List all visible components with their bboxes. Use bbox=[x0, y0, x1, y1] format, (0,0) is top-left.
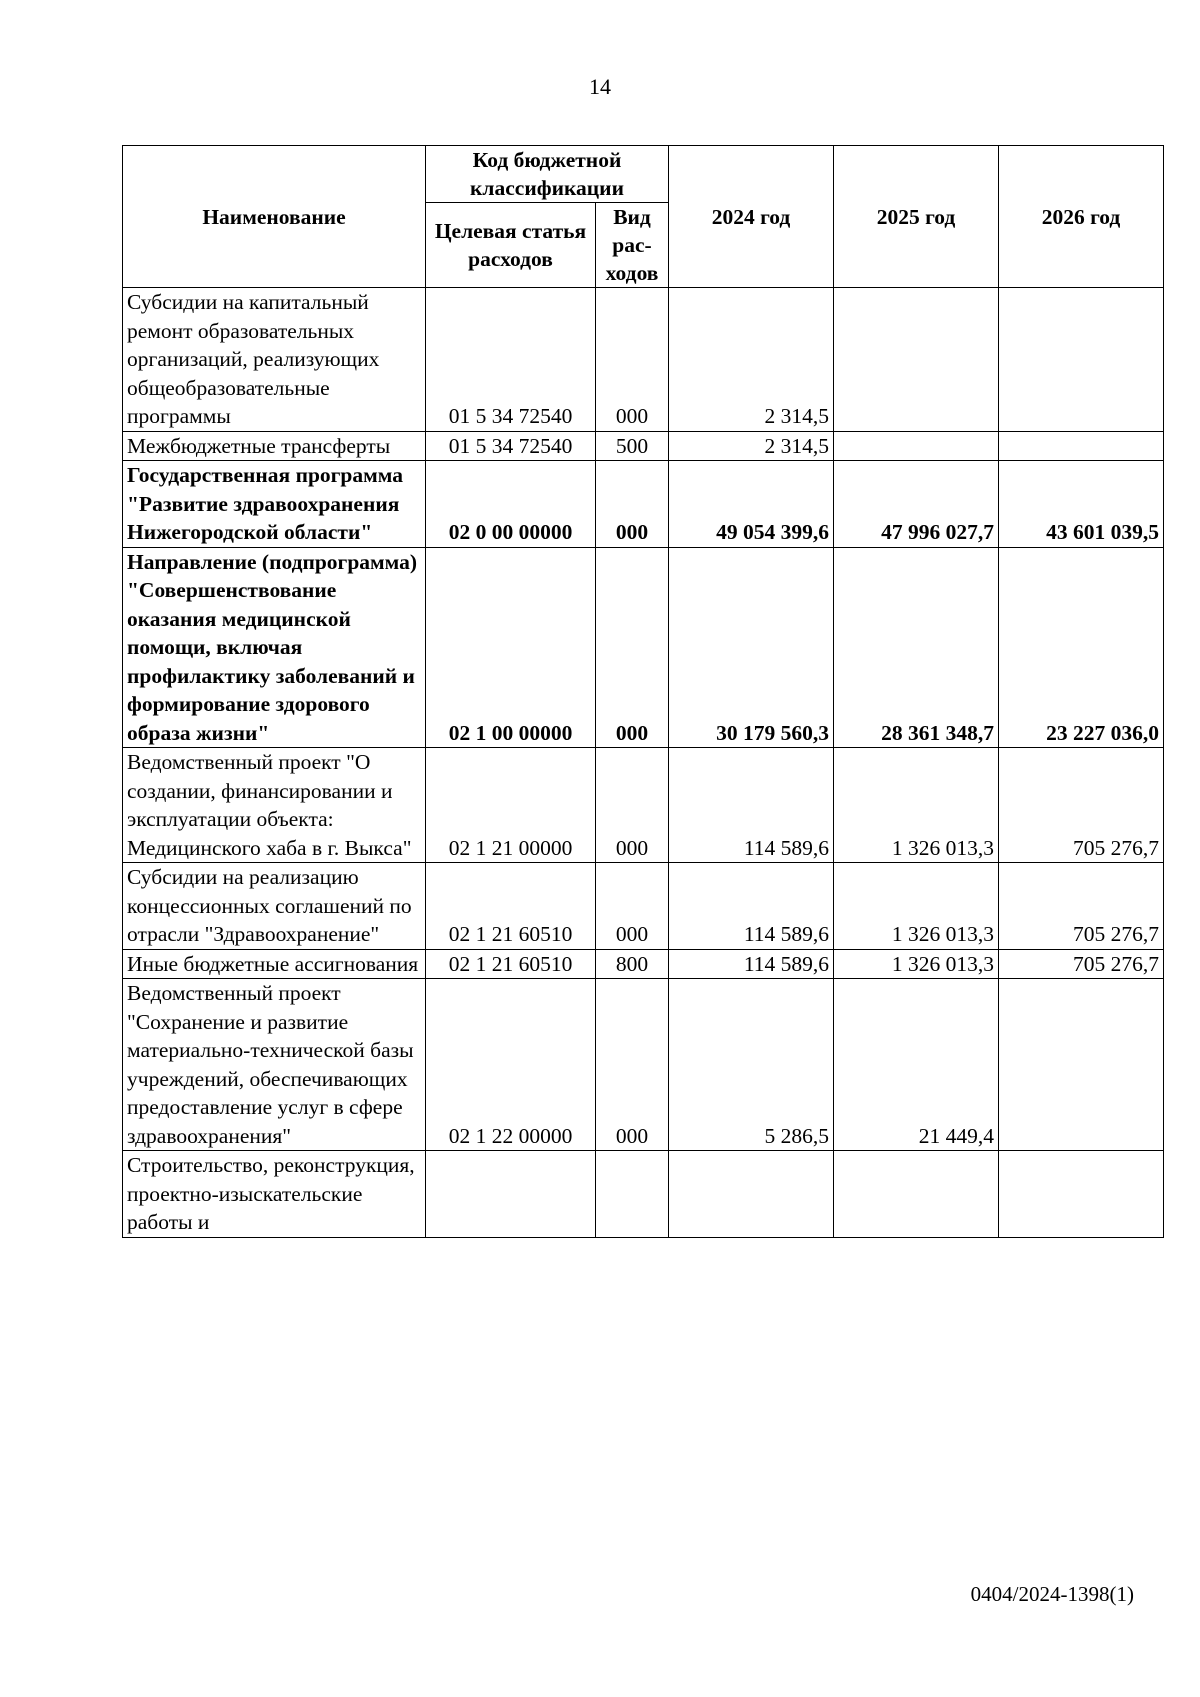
header-expense-type: Вид рас-ходов bbox=[596, 203, 669, 288]
row-year-2024-cell: 5 286,5 bbox=[669, 979, 834, 1151]
table-row bbox=[123, 949, 1164, 979]
row-name-cell: Государственная программа "Развитие здравоохранения Нижегородской области" bbox=[123, 461, 426, 548]
table-row bbox=[123, 863, 1164, 950]
row-target-article-cell: 01 5 34 72540 bbox=[426, 431, 596, 461]
row-expense-type-cell: 500 bbox=[596, 431, 669, 461]
row-year-2024-cell: 114 589,6 bbox=[669, 863, 834, 950]
row-target-article-cell: 02 1 21 60510 bbox=[426, 863, 596, 950]
row-year-2026-cell: 705 276,7 bbox=[999, 949, 1164, 979]
row-expense-type-cell: 000 bbox=[596, 748, 669, 863]
row-target-article-cell: 02 0 00 00000 bbox=[426, 461, 596, 548]
row-year-2025-cell: 1 326 013,3 bbox=[834, 748, 999, 863]
table-row bbox=[123, 431, 1164, 461]
table-row bbox=[123, 1151, 1164, 1238]
row-year-2025-cell: 1 326 013,3 bbox=[834, 949, 999, 979]
row-name-cell: Строительство, реконструкция, проектно-изыскательские работы и bbox=[123, 1151, 426, 1238]
row-expense-type-cell: 800 bbox=[596, 949, 669, 979]
row-year-2024-cell: 2 314,5 bbox=[669, 431, 834, 461]
row-name-cell: Ведомственный проект "О создании, финансировании и эксплуатации объекта: Медицинского хаба в г. Выкса" bbox=[123, 748, 426, 863]
document-number: 0404/2024-1398(1) bbox=[970, 1582, 1134, 1606]
row-expense-type-cell: 000 bbox=[596, 863, 669, 950]
row-year-2026-cell: 705 276,7 bbox=[999, 748, 1164, 863]
row-target-article-cell: 02 1 22 00000 bbox=[426, 979, 596, 1151]
table-row bbox=[123, 748, 1164, 863]
row-year-2025-cell bbox=[834, 1151, 999, 1238]
header-year-2024: 2024 год bbox=[669, 146, 834, 288]
row-year-2026-cell bbox=[999, 979, 1164, 1151]
row-expense-type-cell: 000 bbox=[596, 547, 669, 748]
row-name-cell: Субсидии на реализацию концессионных соглашений по отрасли "Здравоохранение" bbox=[123, 863, 426, 950]
header-target-article: Целевая статья расходов bbox=[426, 203, 596, 288]
row-year-2025-cell: 47 996 027,7 bbox=[834, 461, 999, 548]
table-row bbox=[123, 461, 1164, 548]
row-year-2026-cell bbox=[999, 1151, 1164, 1238]
row-year-2025-cell: 28 361 348,7 bbox=[834, 547, 999, 748]
row-name-cell: Иные бюджетные ассигнования bbox=[123, 949, 426, 979]
header-year-2026: 2026 год bbox=[999, 146, 1164, 288]
header-code-group: Код бюджетной классификации bbox=[426, 146, 669, 203]
table-row bbox=[123, 288, 1164, 432]
row-target-article-cell: 02 1 21 00000 bbox=[426, 748, 596, 863]
row-year-2025-cell: 1 326 013,3 bbox=[834, 863, 999, 950]
row-year-2024-cell: 30 179 560,3 bbox=[669, 547, 834, 748]
row-name-cell: Межбюджетные трансферты bbox=[123, 431, 426, 461]
row-year-2024-cell: 114 589,6 bbox=[669, 748, 834, 863]
row-name-cell: Направление (подпрограмма) "Совершенствование оказания медицинской помощи, включая профилактику заболеваний и формирование здорового образа жизни" bbox=[123, 547, 426, 748]
budget-table bbox=[122, 145, 1164, 1238]
row-year-2024-cell: 114 589,6 bbox=[669, 949, 834, 979]
row-year-2025-cell bbox=[834, 288, 999, 432]
row-year-2024-cell: 49 054 399,6 bbox=[669, 461, 834, 548]
row-year-2026-cell bbox=[999, 431, 1164, 461]
row-name-cell: Субсидии на капитальный ремонт образовательных организаций, реализующих общеобразовательные программы bbox=[123, 288, 426, 432]
row-target-article-cell: 02 1 21 60510 bbox=[426, 949, 596, 979]
row-year-2026-cell: 23 227 036,0 bbox=[999, 547, 1164, 748]
table-row bbox=[123, 979, 1164, 1151]
row-expense-type-cell bbox=[596, 1151, 669, 1238]
row-expense-type-cell: 000 bbox=[596, 979, 669, 1151]
row-target-article-cell bbox=[426, 1151, 596, 1238]
row-year-2026-cell: 43 601 039,5 bbox=[999, 461, 1164, 548]
page-number: 14 bbox=[589, 74, 611, 99]
table-row bbox=[123, 547, 1164, 748]
header-name: Наименование bbox=[123, 146, 426, 288]
table-body bbox=[123, 288, 1164, 1238]
row-expense-type-cell: 000 bbox=[596, 461, 669, 548]
row-name-cell: Ведомственный проект "Сохранение и развитие материально-технической базы учреждений, обеспечивающих предоставление услуг в сфере здравоохранения" bbox=[123, 979, 426, 1151]
row-year-2025-cell bbox=[834, 431, 999, 461]
row-target-article-cell: 02 1 00 00000 bbox=[426, 547, 596, 748]
row-year-2025-cell: 21 449,4 bbox=[834, 979, 999, 1151]
row-year-2026-cell bbox=[999, 288, 1164, 432]
row-year-2024-cell bbox=[669, 1151, 834, 1238]
row-year-2026-cell: 705 276,7 bbox=[999, 863, 1164, 950]
header-year-2025: 2025 год bbox=[834, 146, 999, 288]
row-target-article-cell: 01 5 34 72540 bbox=[426, 288, 596, 432]
row-expense-type-cell: 000 bbox=[596, 288, 669, 432]
row-year-2024-cell: 2 314,5 bbox=[669, 288, 834, 432]
